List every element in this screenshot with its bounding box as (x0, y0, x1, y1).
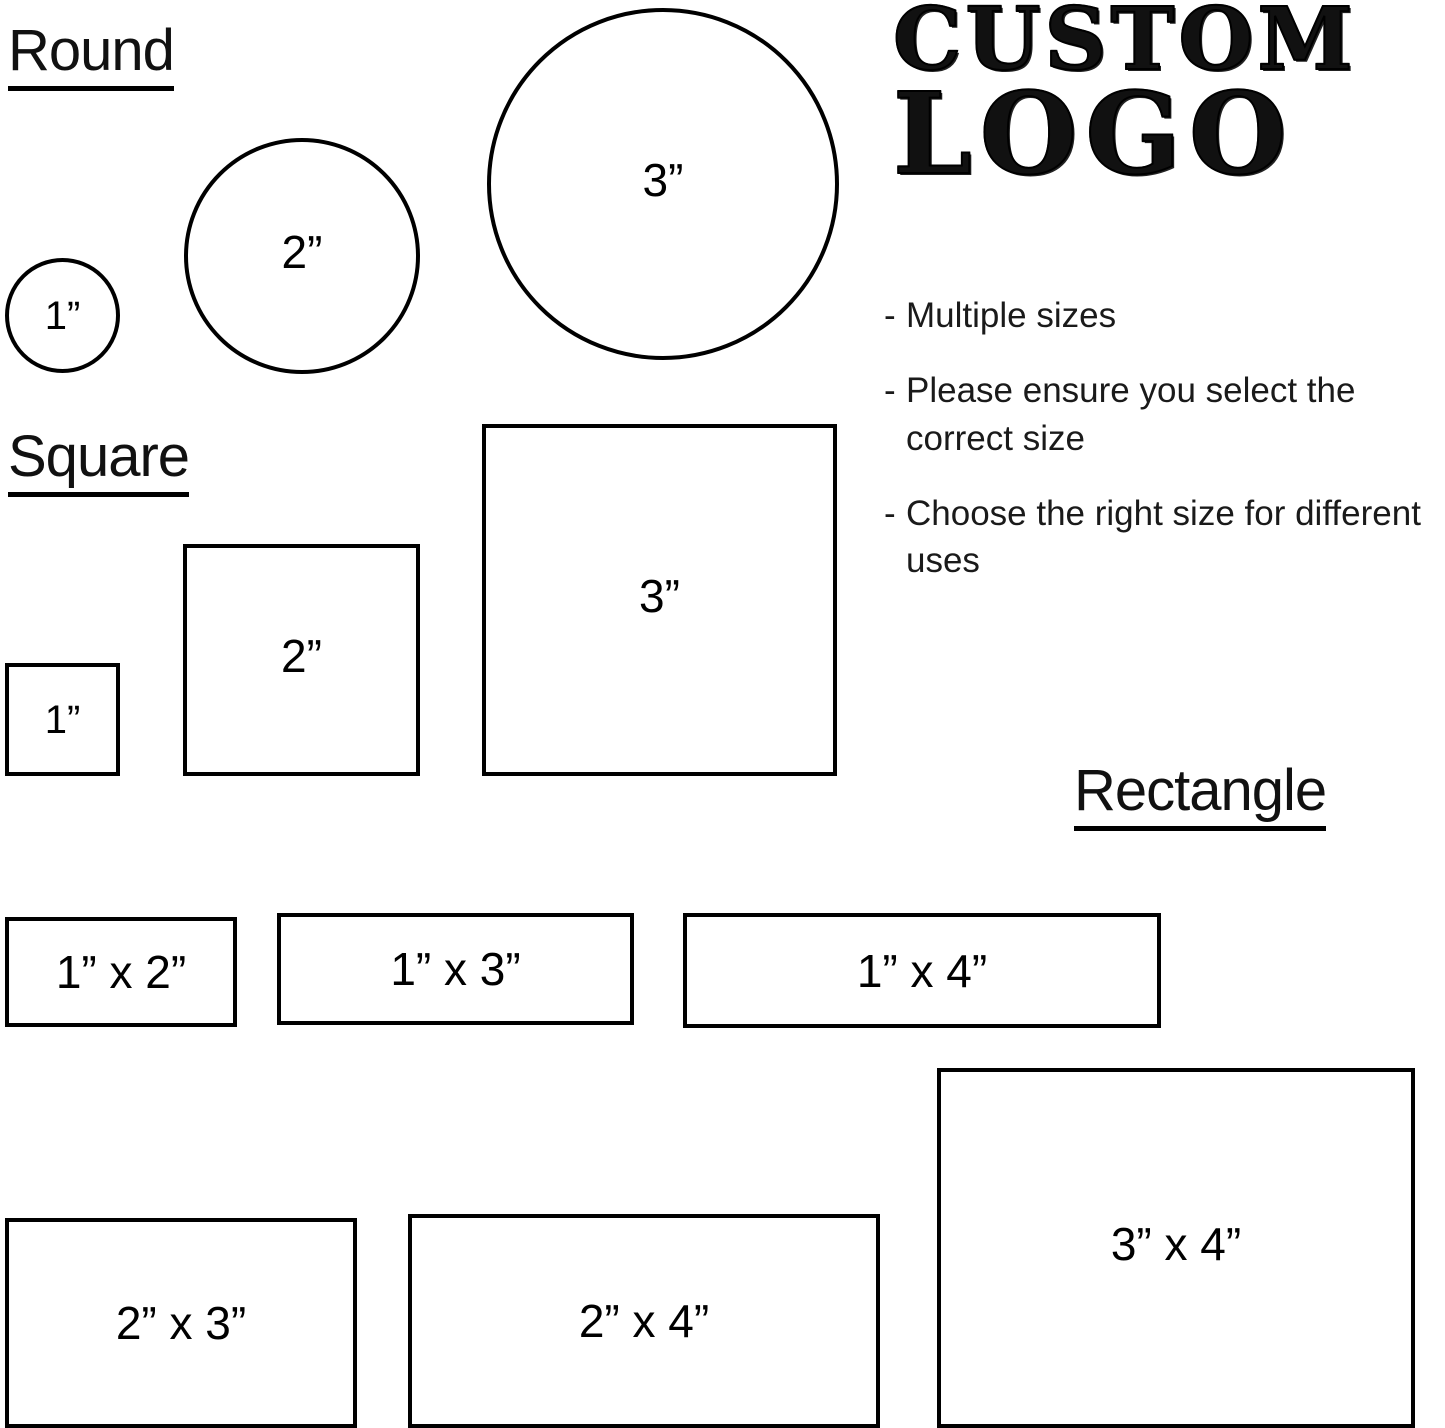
rectangle-swatch-1x2 (5, 917, 237, 1027)
custom-logo-wordmark (893, 0, 1438, 240)
note-text: Please ensure you select the correct size (906, 371, 1356, 458)
note-text: Choose the right size for different uses (906, 493, 1421, 580)
rectangle-swatch-2x3 (5, 1218, 357, 1428)
square-swatch-1in (5, 663, 120, 776)
rectangle-swatch-2x4-label: 2” x 4” (578, 1295, 710, 1347)
note-text: Multiple sizes (906, 296, 1117, 335)
section-heading-round (8, 18, 174, 91)
round-swatch-3in (487, 8, 839, 360)
square-swatch-2in (183, 544, 420, 776)
round-swatch-2in-label: 2” (281, 226, 323, 278)
square-swatch-1in-label: 1” (44, 697, 81, 742)
rectangle-swatch-1x3 (277, 913, 634, 1025)
square-swatch-2in-label: 2” (281, 630, 322, 682)
rectangle-swatch-2x3-label: 2” x 3” (115, 1297, 247, 1349)
round-swatch-2in (184, 138, 420, 374)
rectangle-swatch-3x4 (937, 1068, 1415, 1428)
custom-logo-line-2: LOGO (893, 69, 1295, 201)
round-swatch-3in-label: 3” (642, 154, 684, 206)
custom-logo-line-1: CUSTOM (893, 0, 1357, 90)
section-heading-square (8, 424, 190, 497)
note-bullet-dash: - (884, 371, 896, 411)
section-heading-rectangle-label: Rectangle (1074, 762, 1326, 831)
rectangle-swatch-3x4-label: 3” x 4” (1110, 1218, 1242, 1270)
note-item (884, 367, 1444, 462)
section-heading-rectangle (1074, 758, 1327, 831)
notes-list (884, 292, 1444, 612)
square-swatch-3in (482, 424, 837, 776)
square-swatch-3in-label: 3” (639, 570, 680, 622)
note-bullet-dash: - (884, 493, 896, 533)
rectangle-swatch-1x4 (683, 913, 1161, 1028)
note-item (884, 490, 1444, 585)
section-heading-square-label: Square (8, 428, 189, 497)
round-swatch-1in (5, 258, 120, 373)
note-item (884, 292, 1444, 339)
section-heading-round-label: Round (8, 22, 174, 91)
rectangle-swatch-1x3-label: 1” x 3” (390, 943, 521, 995)
note-bullet-dash: - (884, 296, 896, 335)
rectangle-swatch-1x2-label: 1” x 2” (55, 946, 187, 998)
rectangle-swatch-2x4 (408, 1214, 880, 1428)
rectangle-swatch-1x4-label: 1” x 4” (856, 944, 988, 997)
round-swatch-1in-label: 1” (44, 293, 81, 338)
